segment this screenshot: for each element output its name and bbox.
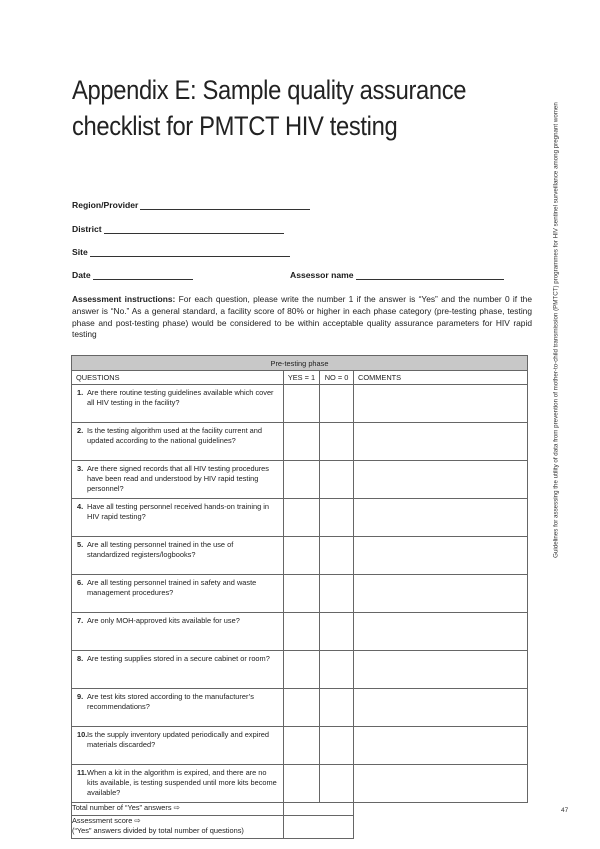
no-answer-cell[interactable] <box>320 575 354 613</box>
question-cell <box>72 461 284 499</box>
yes-answer-cell[interactable] <box>284 651 320 689</box>
question-text: Are there signed records that all HIV testing procedures have been read and understood by HIV rapid testing personnel? <box>87 464 269 493</box>
question-text: Is the testing algorithm used at the facility current and updated according to the national guidelines? <box>87 426 263 445</box>
question-cell <box>72 575 284 613</box>
question-row <box>72 385 528 423</box>
instructions-text: For each question, please write the number 1 if the answer is “Yes” and the number 0 if the answer is “No.” As a general standard, a facility score of 80% or higher in each phase category (pre-testing phase, testing phase and post-testing phase) would be considered to be within acceptable quality assurance parameters for HIV rapid testing <box>72 294 532 340</box>
site-field[interactable] <box>72 247 290 257</box>
questions-header: QUESTIONS <box>72 371 284 385</box>
question-cell <box>72 765 284 803</box>
title-line-2: checklist for PMTCT HIV testing <box>72 111 398 141</box>
yes-answer-cell[interactable] <box>284 461 320 499</box>
yes-answer-cell[interactable] <box>284 575 320 613</box>
comments-header: COMMENTS <box>354 371 528 385</box>
yes-answer-cell[interactable] <box>284 537 320 575</box>
phase-title: Pre-testing phase <box>72 356 528 371</box>
question-text: Are all testing personnel trained in safety and waste management procedures? <box>87 578 257 597</box>
question-text: Are there routine testing guidelines available which cover all HIV testing in the facility? <box>87 388 274 407</box>
region-field[interactable] <box>72 200 310 210</box>
district-blank-line[interactable] <box>104 224 284 234</box>
page-number: 47 <box>561 807 569 814</box>
total-row <box>72 803 528 816</box>
question-number: 6. <box>77 578 84 587</box>
date-blank-line[interactable] <box>93 270 193 280</box>
yes-answer-cell[interactable] <box>284 613 320 651</box>
comments-cell[interactable] <box>354 537 528 575</box>
question-number: 3. <box>77 464 84 473</box>
question-text: Are testing supplies stored in a secure cabinet or room? <box>87 654 270 663</box>
no-header: NO = 0 <box>320 371 354 385</box>
score-spacer <box>354 816 528 839</box>
date-label: Date <box>72 270 91 280</box>
question-number: 8. <box>77 654 84 663</box>
question-row <box>72 765 528 803</box>
site-blank-line[interactable] <box>90 247 290 257</box>
question-number: 11. <box>77 768 87 777</box>
no-answer-cell[interactable] <box>320 423 354 461</box>
date-field[interactable] <box>72 270 193 280</box>
question-cell <box>72 689 284 727</box>
instructions-lead: Assessment instructions: <box>72 294 176 304</box>
yes-answer-cell[interactable] <box>284 423 320 461</box>
question-row <box>72 689 528 727</box>
question-row <box>72 537 528 575</box>
question-cell <box>72 651 284 689</box>
question-number: 5. <box>77 540 84 549</box>
no-answer-cell[interactable] <box>320 727 354 765</box>
question-text: Are test kits stored according to the manufacturer’s recommendations? <box>87 692 254 711</box>
question-text: Have all testing personnel received hands-on training in HIV rapid testing? <box>87 502 270 521</box>
question-number: 9. <box>77 692 84 701</box>
no-answer-cell[interactable] <box>320 651 354 689</box>
no-answer-cell[interactable] <box>320 613 354 651</box>
question-cell <box>72 537 284 575</box>
assessment-instructions <box>72 294 532 341</box>
yes-answer-cell[interactable] <box>284 727 320 765</box>
assessor-blank-line[interactable] <box>356 270 504 280</box>
score-label-cell <box>72 816 284 839</box>
question-cell <box>72 499 284 537</box>
checklist-table <box>71 355 528 839</box>
question-row <box>72 461 528 499</box>
comments-cell[interactable] <box>354 613 528 651</box>
total-entry-cell[interactable] <box>284 803 354 816</box>
title-line-1: Appendix E: Sample quality assurance <box>72 75 467 105</box>
comments-cell[interactable] <box>354 423 528 461</box>
comments-cell[interactable] <box>354 765 528 803</box>
no-answer-cell[interactable] <box>320 499 354 537</box>
assessor-label: Assessor name <box>290 270 354 280</box>
no-answer-cell[interactable] <box>320 461 354 499</box>
page-title <box>72 72 477 144</box>
comments-cell[interactable] <box>354 461 528 499</box>
question-row <box>72 651 528 689</box>
comments-cell[interactable] <box>354 651 528 689</box>
yes-answer-cell[interactable] <box>284 689 320 727</box>
column-header-row <box>72 371 528 385</box>
no-answer-cell[interactable] <box>320 385 354 423</box>
question-number: 7. <box>77 616 84 625</box>
total-label: Total number of “Yes” answers ⇨ <box>72 803 284 816</box>
question-number: 2. <box>77 426 84 435</box>
question-cell <box>72 423 284 461</box>
question-text: When a kit in the algorithm is expired, and there are no kits available, is testing suspended until more kits become available? <box>87 768 277 797</box>
district-label: District <box>72 224 102 234</box>
score-row <box>72 816 528 839</box>
phase-header-row <box>72 356 528 371</box>
comments-cell[interactable] <box>354 499 528 537</box>
score-entry-cell[interactable] <box>284 816 354 839</box>
running-header: Guidelines for assessing the utility of data from prevention of mother-to-child transmission (PMTCT) programmes for HIV sentinel surveillance among pregnant women <box>552 102 560 558</box>
question-cell <box>72 727 284 765</box>
no-answer-cell[interactable] <box>320 537 354 575</box>
question-row <box>72 423 528 461</box>
question-row <box>72 499 528 537</box>
comments-cell[interactable] <box>354 575 528 613</box>
comments-cell[interactable] <box>354 689 528 727</box>
question-row <box>72 613 528 651</box>
yes-answer-cell[interactable] <box>284 765 320 803</box>
score-note: (“Yes” answers divided by total number of questions) <box>72 825 244 835</box>
assessor-field[interactable] <box>290 270 504 280</box>
total-spacer <box>354 803 528 816</box>
question-text: Are only MOH-approved kits available for use? <box>87 616 240 625</box>
question-cell <box>72 613 284 651</box>
district-field[interactable] <box>72 224 284 234</box>
score-label: Assessment score ⇨ <box>72 816 141 825</box>
yes-answer-cell[interactable] <box>284 499 320 537</box>
question-number: 1. <box>77 388 84 397</box>
question-row <box>72 575 528 613</box>
question-row <box>72 727 528 765</box>
region-blank-line[interactable] <box>140 200 310 210</box>
yes-header: YES = 1 <box>284 371 320 385</box>
yes-answer-cell[interactable] <box>284 385 320 423</box>
question-text: Is the supply inventory updated periodically and expired materials discarded? <box>87 730 270 749</box>
question-number: 4. <box>77 502 84 511</box>
no-answer-cell[interactable] <box>320 765 354 803</box>
comments-cell[interactable] <box>354 385 528 423</box>
question-text: Are all testing personnel trained in the use of standardized registers/logbooks? <box>87 540 234 559</box>
question-rows <box>72 385 528 803</box>
site-label: Site <box>72 247 88 257</box>
question-number: 10. <box>77 730 88 739</box>
comments-cell[interactable] <box>354 727 528 765</box>
no-answer-cell[interactable] <box>320 689 354 727</box>
region-label: Region/Provider <box>72 200 139 210</box>
question-cell <box>72 385 284 423</box>
